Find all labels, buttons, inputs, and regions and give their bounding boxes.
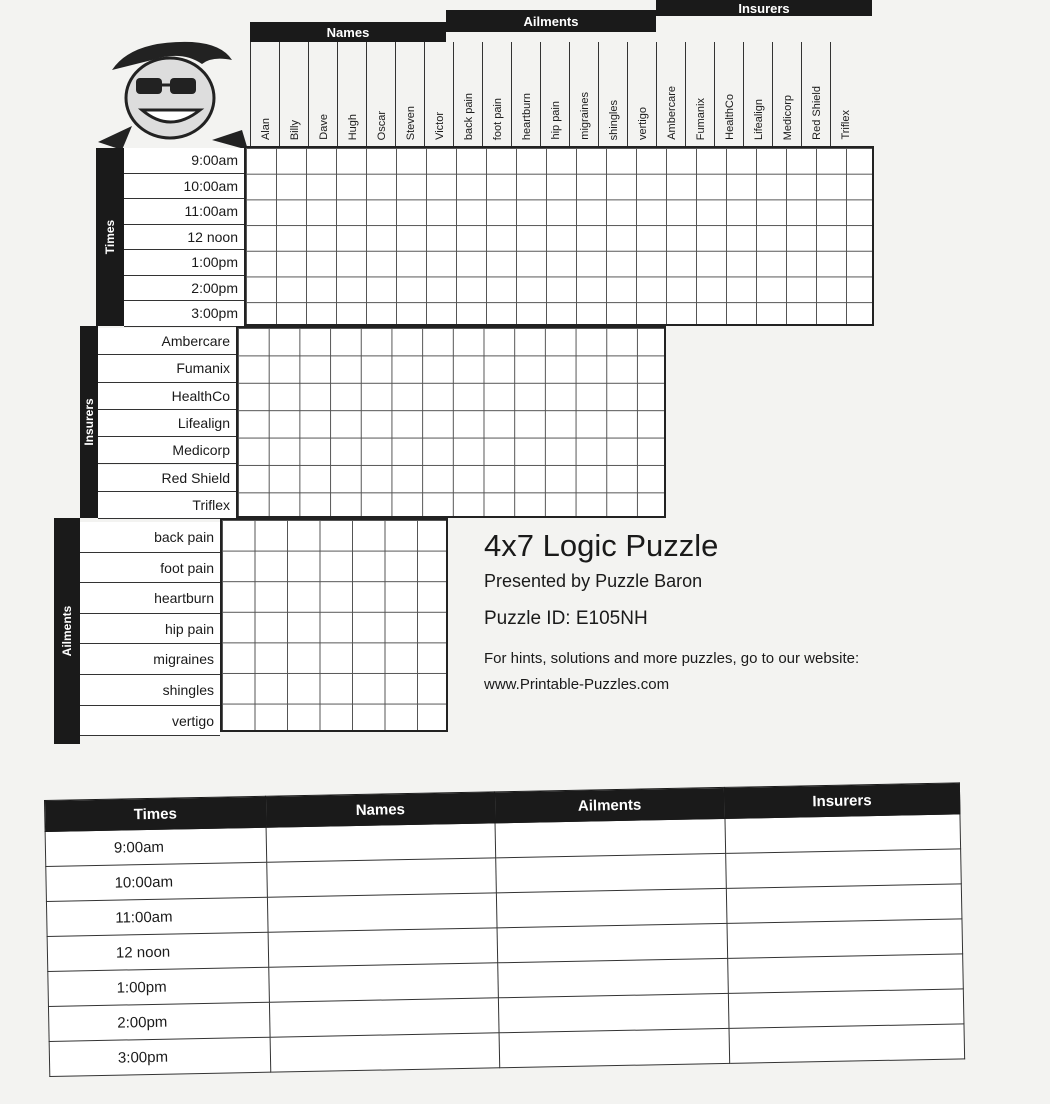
column-header-label: foot pain (491, 97, 504, 140)
insurers-row-bar-label: Insurers (82, 398, 96, 446)
times-row-bar-label: Times (103, 219, 117, 255)
answer-header-insurers: Insurers (724, 783, 960, 819)
column-header-label: back pain (462, 92, 475, 140)
ailments-row-bar-label: Ailments (60, 605, 74, 657)
row-label-time: 10:00am (124, 174, 244, 200)
row-label-insurer: Red Shield (98, 465, 236, 492)
answer-ailments-cell[interactable] (499, 1028, 729, 1067)
answer-time-cell: 11:00am (46, 897, 268, 936)
answer-ailments-cell[interactable] (499, 993, 729, 1032)
mascot-illustration (92, 30, 248, 150)
column-header-name (337, 42, 367, 146)
row-label-insurer: Triflex (98, 492, 236, 519)
answer-names-cell[interactable] (267, 893, 497, 932)
column-header-label: hip pain (549, 101, 562, 140)
column-header-label: migraines (578, 92, 591, 140)
column-header-insurer (830, 42, 860, 146)
column-header-label: Hugh (346, 113, 359, 140)
column-header-name (424, 42, 454, 146)
insurers-row-bar (80, 326, 98, 518)
column-header-ailment (511, 42, 541, 146)
presented-by-text: Presented by Puzzle Baron (484, 571, 703, 591)
row-label-ailment: back pain (80, 522, 220, 553)
row-label-time: 9:00am (124, 148, 244, 174)
answer-ailments-cell[interactable] (498, 958, 728, 997)
column-header-label: heartburn (520, 92, 533, 140)
answer-header-names: Names (265, 792, 495, 827)
answer-insurers-cell[interactable] (726, 884, 962, 924)
answer-ailments-cell[interactable] (496, 853, 726, 892)
answer-header-times: Times (45, 796, 267, 831)
row-label-insurer: Ambercare (98, 328, 236, 355)
row-label-insurer: Fumanix (98, 355, 236, 382)
column-header-label: HealthCo (723, 94, 736, 140)
ailments-row-bar (54, 518, 80, 744)
answer-ailments-cell[interactable] (497, 888, 727, 927)
column-header-insurer (714, 42, 744, 146)
answer-header-ailments: Ailments (495, 787, 725, 822)
answer-names-cell[interactable] (269, 998, 499, 1037)
column-header-name (279, 42, 309, 146)
column-header-label: vertigo (636, 106, 649, 140)
answer-ailments-cell[interactable] (495, 818, 725, 857)
column-header-name (250, 42, 280, 146)
times-row-bar (96, 148, 124, 326)
row-label-ailment: migraines (80, 644, 220, 675)
row-label-ailment: heartburn (80, 583, 220, 614)
answer-insurers-cell[interactable] (725, 814, 961, 854)
answer-insurers-cell[interactable] (727, 919, 963, 959)
names-category-label: Names (326, 24, 370, 40)
ailments-category-label: Ailments (523, 13, 579, 29)
row-label-time: 1:00pm (124, 250, 244, 276)
column-header-label: shingles (607, 99, 620, 140)
column-header-name (308, 42, 338, 146)
answer-time-cell: 9:00am (45, 827, 267, 866)
ailments-by-names-grid[interactable] (220, 518, 448, 732)
answer-insurers-cell[interactable] (728, 989, 964, 1029)
answer-time-cell: 12 noon (47, 932, 269, 971)
answer-time-cell: 1:00pm (48, 967, 270, 1006)
column-header-insurer (685, 42, 715, 146)
names-category-bar (250, 22, 446, 42)
answer-names-cell[interactable] (270, 1033, 500, 1072)
column-header-ailment (598, 42, 628, 146)
column-header-name (395, 42, 425, 146)
hints-text: For hints, solutions and more puzzles, go to our website: (484, 650, 860, 667)
answer-time-cell: 10:00am (46, 862, 268, 901)
column-header-ailment (569, 42, 599, 146)
answer-table (44, 782, 965, 1077)
answer-time-cell: 3:00pm (49, 1037, 271, 1076)
puzzle-title: 4x7 Logic Puzzle (484, 528, 719, 563)
answer-insurers-cell[interactable] (729, 1024, 965, 1064)
column-header-label: Alan (259, 117, 272, 140)
row-label-ailment: foot pain (80, 553, 220, 584)
column-header-label: Triflex (839, 110, 852, 140)
puzzle-id: Puzzle ID: E105NH (484, 608, 648, 629)
row-label-insurer: HealthCo (98, 383, 236, 410)
column-header-label: Medicorp (781, 94, 794, 140)
row-label-time: 12 noon (124, 225, 244, 251)
column-header-insurer (656, 42, 686, 146)
answer-names-cell[interactable] (266, 823, 496, 862)
row-label-ailment: hip pain (80, 614, 220, 645)
column-header-label: Red Shield (810, 86, 823, 140)
column-header-label: Ambercare (665, 86, 678, 140)
column-header-insurer (772, 42, 802, 146)
times-by-names-ailments-insurers-grid[interactable] (244, 146, 874, 326)
row-label-time: 11:00am (124, 199, 244, 225)
column-header-label: Steven (404, 105, 417, 140)
row-label-insurer: Lifealign (98, 410, 236, 437)
website-url[interactable]: www.Printable-Puzzles.com (484, 676, 670, 693)
column-header-ailment (453, 42, 483, 146)
answer-ailments-cell[interactable] (497, 923, 727, 962)
column-header-ailment (627, 42, 657, 146)
column-header-label: Oscar (375, 110, 388, 140)
row-label-time: 2:00pm (124, 276, 244, 302)
answer-names-cell[interactable] (268, 928, 498, 967)
column-header-ailment (482, 42, 512, 146)
row-label-time: 3:00pm (124, 301, 244, 327)
row-label-insurer: Medicorp (98, 437, 236, 464)
ailments-category-bar (446, 10, 656, 32)
column-header-name (366, 42, 396, 146)
column-header-label: Billy (288, 119, 301, 140)
insurers-by-names-ailments-grid[interactable] (236, 326, 666, 518)
answer-insurers-cell[interactable] (727, 954, 963, 994)
column-header-label: Victor (433, 112, 446, 140)
answer-time-cell: 2:00pm (48, 1002, 270, 1041)
insurers-category-label: Insurers (738, 0, 790, 16)
column-header-ailment (540, 42, 570, 146)
column-header-label: Dave (317, 114, 330, 140)
column-header-insurer (801, 42, 831, 146)
column-header-label: Lifealign (752, 99, 765, 140)
row-label-ailment: vertigo (80, 706, 220, 737)
answer-names-cell[interactable] (267, 858, 497, 897)
answer-table-body (45, 814, 965, 1077)
row-label-ailment: shingles (80, 675, 220, 706)
answer-names-cell[interactable] (269, 963, 499, 1002)
insurers-category-bar (656, 0, 872, 16)
column-header-label: Fumanix (694, 97, 707, 140)
column-header-insurer (743, 42, 773, 146)
answer-insurers-cell[interactable] (725, 849, 961, 889)
